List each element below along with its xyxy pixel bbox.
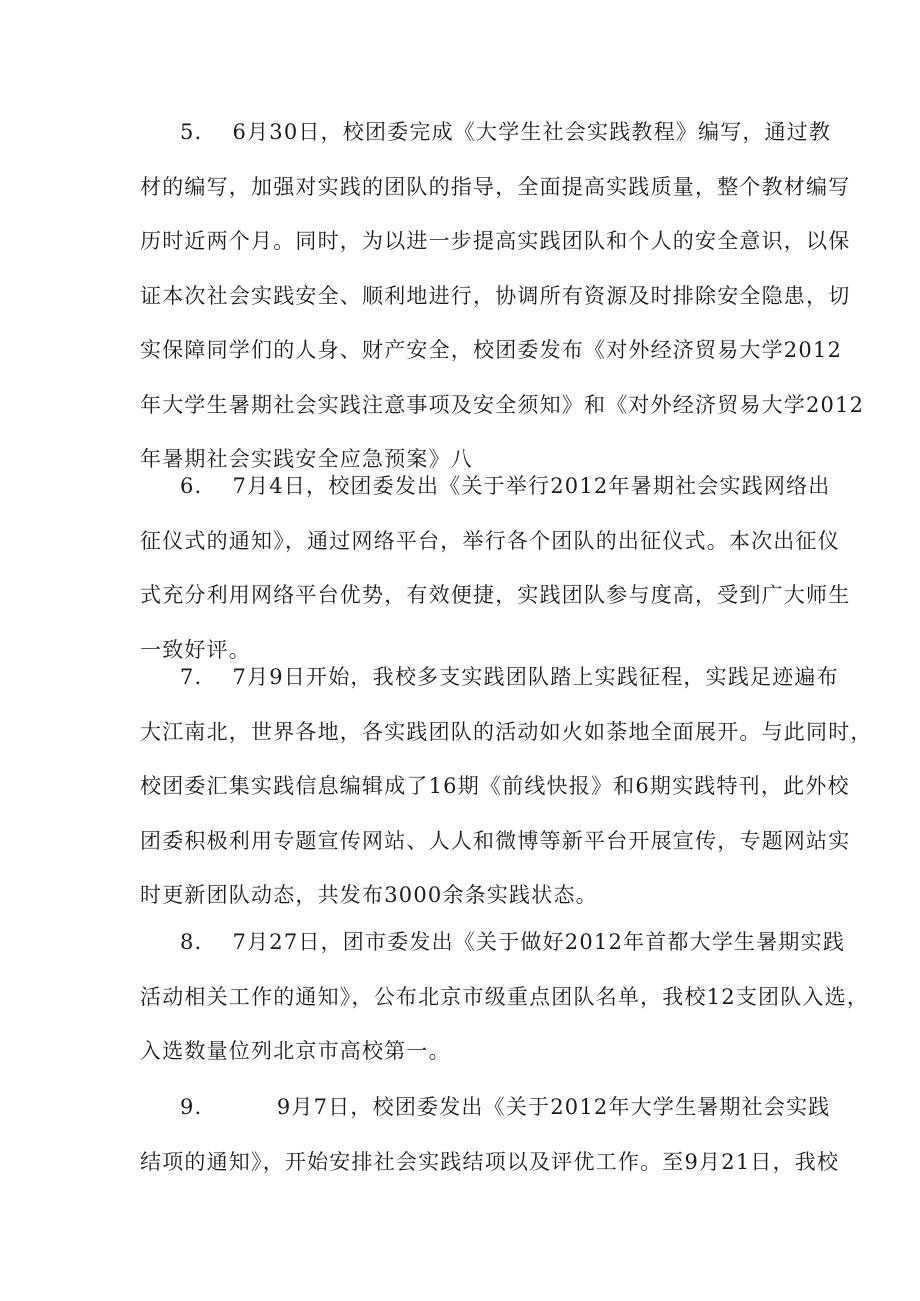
paragraph-line: 入选数量位列北京市高校第一。: [140, 1039, 451, 1063]
paragraph-item-8: [140, 915, 870, 1079]
paragraph-line: 结项的通知》，开始安排社会实践结项以及评优工作。至9月21日，我校: [140, 1149, 840, 1174]
paragraph-line: 一致好评。: [140, 637, 251, 662]
paragraph-line: 实保障同学们的人身、财产安全，校团委发布《对外经济贸易大学2012: [140, 338, 843, 362]
paragraph-line: 证本次社会实践安全、顺利地进行，协调所有资源及时排除安全隐患，切: [140, 283, 851, 308]
paragraph-line: 7. 7月9日开始，我校多支实践团队踏上实践征程，实践足迹遍布: [180, 665, 839, 689]
paragraph-line: 材的编写，加强对实践的团队的指导，全面提高实践质量，整个教材编写: [140, 174, 851, 199]
paragraph-line: 时更新团队动态，共发布3000余条实践状态。: [140, 883, 598, 907]
paragraph-line: 大江南北，世界各地，各实践团队的活动如火如荼地全面展开。与此同时，: [140, 719, 873, 744]
paragraph-item-5: [140, 105, 865, 487]
paragraph-item-7: [140, 650, 873, 923]
paragraph-line: 9. 9月7日，校团委发出《关于2012年大学生暑期社会实践: [180, 1095, 831, 1119]
paragraph-line: 活动相关工作的通知》，公布北京市级重点团队名单，我校12支团队入选，: [140, 984, 870, 1009]
paragraph-line: 年暑期社会实践安全应急预案》八: [140, 447, 473, 471]
paragraph-line: 年大学生暑期社会实践注意事项及安全须知》和《对外经济贸易大学2012: [140, 392, 865, 417]
paragraph-line: 历时近两个月。同时，为以进一步提高实践团队和个人的安全意识，以保: [140, 229, 851, 253]
paragraph-item-9: [140, 1080, 840, 1189]
paragraph-line: 8. 7月27日，团市委发出《关于做好2012年首都大学生暑期实践: [180, 930, 846, 954]
paragraph-line: 征仪式的通知》，通过网络平台，举行各个团队的出征仪式。本次出征仪: [140, 528, 840, 553]
paragraph-line: 5. 6月30日，校团委完成《大学生社会实践教程》编写，通过教: [180, 120, 832, 144]
paragraph-line: 式充分利用网络平台优势，有效便捷，实践团队参与度高，受到广大师生: [140, 583, 851, 607]
paragraph-line: 校团委汇集实践信息编辑成了16期《前线快报》和6期实践特刊，此外校: [140, 774, 850, 798]
paragraph-line: 6. 7月4日，校团委发出《关于举行2012年暑期社会实践网络出: [180, 474, 831, 498]
paragraph-line: 团委积极利用专题宣传网站、人人和微博等新平台开展宣传，专题网站实: [140, 828, 851, 853]
